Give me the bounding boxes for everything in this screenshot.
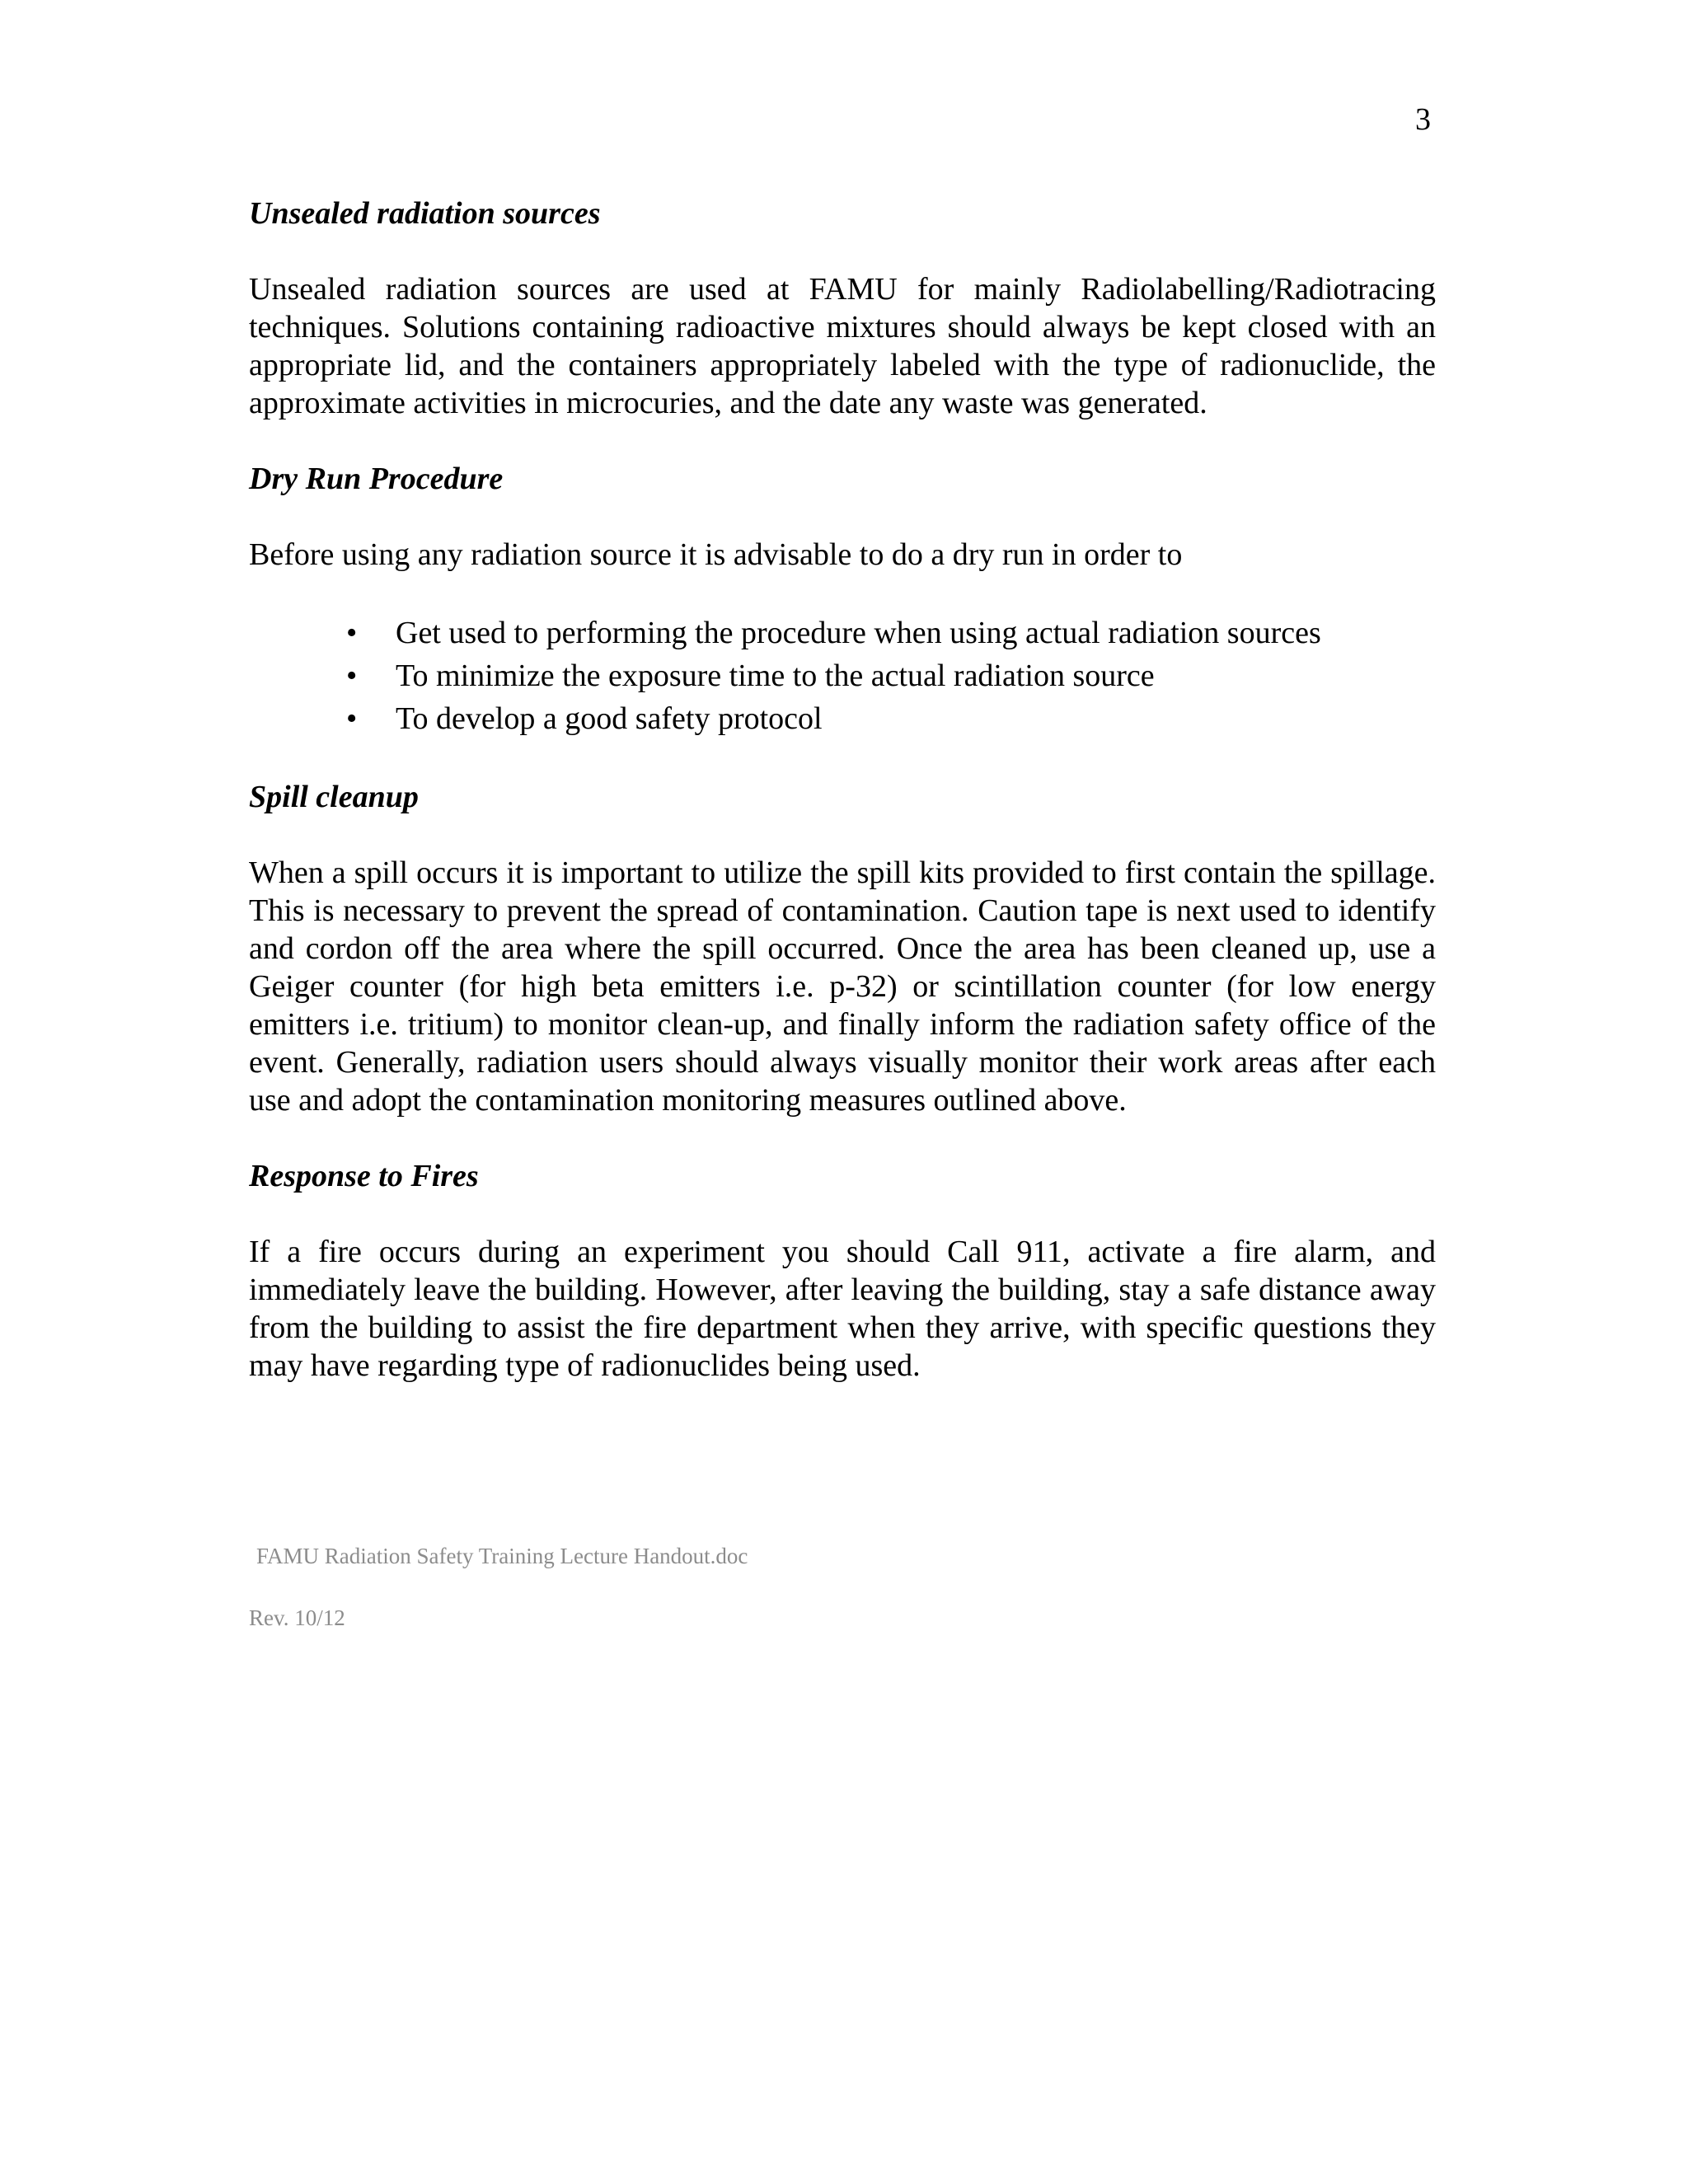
heading-dry-run: Dry Run Procedure — [249, 462, 504, 496]
paragraph-spill-cleanup: When a spill occurs it is important to utilize the spill kits provided to first contain the spillage. This is necessary to prevent the spread of contamination. Caution tape is next used to identify and cordon off the area where the spill occurred. Once the area has been cleaned up, use a Geiger counter (for high beta emitters i.e. p-32) or scintillation counter (for low energy emitters i.e. tritium) to monitor clean-up, and finally inform the radiation safety office of the event. Generally, radiation users should always visually monitor their work areas after each use and adopt the contamination monitoring measures outlined above. — [249, 855, 1436, 1118]
paragraph-unsealed-sources: Unsealed radiation sources are used at FAMU for mainly Radiolabelling/Radiotracing techniques. Solutions containing radioactive mixtures should always be kept closed with an appropriate lid, and the containers appropriately labeled with the type of radionuclide, the approximate activities in microcuries, and the date any waste was generated. — [249, 272, 1436, 420]
page-content — [249, 194, 1436, 1385]
bullet-icon: • — [346, 616, 358, 650]
heading-spill-cleanup: Spill cleanup — [249, 780, 419, 814]
list-item — [249, 654, 1436, 697]
heading-response-to-fires: Response to Fires — [249, 1159, 479, 1193]
footer-filename: FAMU Radiation Safety Training Lecture Handout.doc — [256, 1544, 748, 1568]
bullet-icon: • — [346, 658, 358, 693]
list-item-text: To minimize the exposure time to the actual radiation source — [396, 658, 1155, 693]
paragraph-response-to-fires: If a fire occurs during an experiment you should Call 911, activate a fire alarm, and immediately leave the building. However, after leaving the building, stay a safe distance away from the building to assist the fire department when they arrive, with specific questions they may have regarding type of radionuclides being used. — [249, 1235, 1436, 1383]
list-item — [249, 612, 1436, 654]
footer-revision: Rev. 10/12 — [249, 1605, 345, 1630]
list-item-text: Get used to performing the procedure when using actual radiation sources — [396, 616, 1321, 650]
dry-run-bullet-list — [249, 612, 1436, 740]
heading-unsealed-sources: Unsealed radiation sources — [249, 196, 601, 231]
paragraph-dry-run-intro: Before using any radiation source it is advisable to do a dry run in order to — [249, 537, 1183, 572]
page-number: 3 — [1415, 102, 1431, 137]
list-item-text: To develop a good safety protocol — [396, 701, 823, 736]
bullet-icon: • — [346, 701, 358, 736]
list-item — [249, 697, 1436, 740]
